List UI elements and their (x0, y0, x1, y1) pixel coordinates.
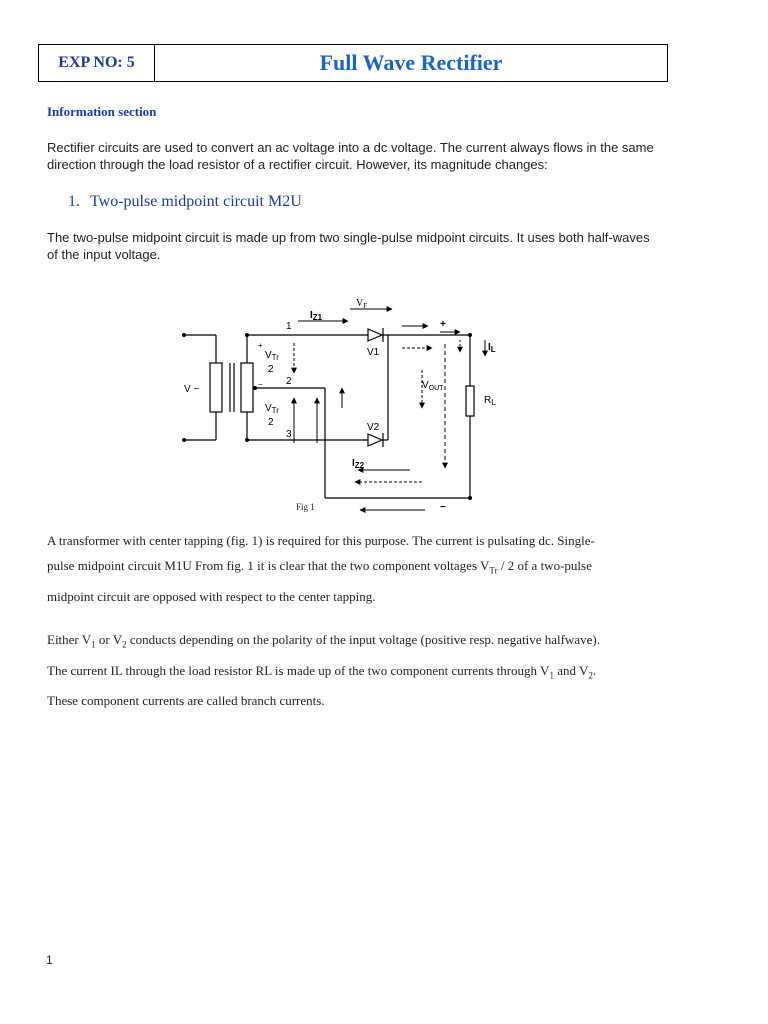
transformer-line-3: midpoint circuit are opposed with respect to the center tapping. (47, 588, 376, 604)
conduction-line-2: The current IL through the load resistor RL is made up of the two component currents through $V_1$ and $V_2$. (47, 662, 597, 681)
section-title: Two-pulse midpoint circuit M2U (90, 193, 302, 210)
label-il: $I_L$ (488, 342, 496, 354)
rectifier-circuit-diagram (170, 288, 520, 518)
figure-caption: Fig 1 (296, 502, 315, 512)
label-node-1: 1 (286, 321, 292, 332)
label-vf: $V_F$ (356, 298, 368, 310)
label-output-plus: + (440, 319, 446, 330)
label-vtr-bottom: $V_{Tr}$ (265, 403, 279, 415)
section-number: 1. (68, 193, 80, 210)
label-output-minus: − (440, 502, 446, 513)
label-polarity-plus: + (258, 341, 263, 350)
m2u-description (47, 229, 727, 263)
label-rl: $R_L$ (484, 395, 496, 407)
m2u-desc-line-2: of the input voltage. (47, 247, 161, 262)
transformer-paragraph (47, 528, 727, 609)
label-vout: $V_{OUT}$ (422, 380, 444, 392)
information-heading: Information section (47, 104, 157, 119)
transformer-line-2: pulse midpoint circuit M1U From fig. 1 it is clear that the two component voltages $V_{Tr} / 2$ of a two-pulse (47, 558, 592, 576)
label-iz2: $I_{Z2}$ (352, 458, 365, 470)
intro-paragraph (47, 139, 727, 173)
label-half-top: 2 (268, 364, 274, 375)
label-v-source: V ~ (184, 384, 200, 395)
diode-v2 (368, 433, 383, 447)
transformer-line-1: A transformer with center tapping (fig. 1) is required for this purpose. The current is pulsating dc. Single- (47, 533, 595, 548)
label-node-2: 2 (286, 376, 292, 387)
intro-line-1: Rectifier circuits are used to convert an ac voltage into a dc voltage. The current always flows in the same (47, 140, 654, 155)
conduction-paragraph (47, 627, 727, 713)
label-node-3: 3 (286, 429, 292, 440)
m2u-desc-line-1: The two-pulse midpoint circuit is made up from two single-pulse midpoint circuits. It uses both half-waves (47, 230, 650, 245)
label-polarity-minus: − (258, 380, 263, 389)
intro-line-2: direction through the load resistor of a rectifier circuit. However, its magnitude changes: (47, 157, 548, 172)
conduction-line-1: Either $V_1$ or $V_2$ conducts depending on the polarity of the input voltage (positive resp. negative halfwave). (47, 632, 600, 650)
label-v2: V2 (367, 422, 380, 433)
page-title: Full Wave Rectifier (319, 50, 503, 75)
conduction-line-3: These component currents are called branch currents. (47, 693, 325, 709)
header-table (38, 44, 668, 82)
label-half-bottom: 2 (268, 417, 274, 428)
section-heading-m2u (68, 193, 302, 211)
experiment-number: EXP NO: 5 (39, 45, 155, 81)
label-v1: V1 (367, 347, 380, 358)
label-vtr-top: $V_{Tr}$ (265, 350, 279, 362)
diode-v1 (368, 328, 383, 342)
page-number: 1 (46, 953, 53, 967)
label-iz1: $I_{Z1}$ (310, 310, 323, 322)
